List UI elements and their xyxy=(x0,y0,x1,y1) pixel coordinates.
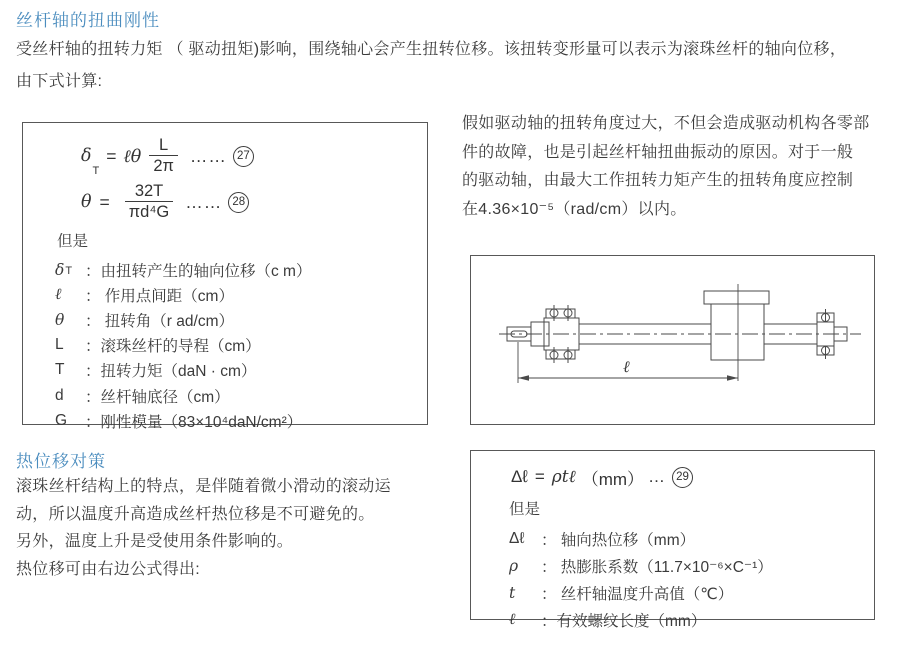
delta-symbol: δ xyxy=(81,146,92,166)
definition-desc: ：刚性模量（83×10⁴daN/cm²） xyxy=(85,413,303,431)
however-label: 但是 xyxy=(57,233,89,250)
definition-row xyxy=(509,606,874,633)
definition-term: T xyxy=(55,361,65,379)
definition-term: L xyxy=(55,336,64,354)
definition-desc: ：扭转力矩（daN · cm） xyxy=(85,363,257,381)
ball-screw-diagram-box xyxy=(470,255,875,425)
definition-row xyxy=(55,333,427,358)
definition-desc: ： 作用点间距（cm） xyxy=(85,287,234,305)
nut-block xyxy=(704,284,769,381)
section1-intro-line1: 受丝杆轴的扭转力矩 （ 驱动扭矩)影响，围绕轴心会产生扭转位移。该扭转变形量可以表示为滚珠丝杆的轴向位移， xyxy=(16,41,847,58)
definition-row xyxy=(55,307,427,332)
definition-desc: ：有效螺纹长度（mm） xyxy=(541,612,707,630)
circled-number-29: 29 xyxy=(672,467,693,488)
delta-l-symbol: Δℓ xyxy=(511,467,528,486)
definition-desc: ： 扭转角（r ad/cm） xyxy=(85,312,234,330)
circled-number-28: 28 xyxy=(228,192,249,213)
definition-desc: ：丝杆轴底径（cm） xyxy=(85,388,230,406)
definition-desc: ： 热膨胀系数（11.7×10⁻⁶×C⁻¹） xyxy=(541,558,773,576)
definition-term: ℓ xyxy=(509,610,516,628)
however-label: 但是 xyxy=(509,501,541,518)
fraction: $\frac{32T}{\text{πd⁴G}}$ xyxy=(125,182,174,223)
definition-term: Δℓ xyxy=(509,529,525,547)
definition-row xyxy=(509,525,874,552)
thermal-formula-box xyxy=(470,450,875,630)
formula-28: θ = $\frac{32T}{\text{πd⁴G}}$ …… 28 xyxy=(81,179,427,225)
definition-term: ρ xyxy=(509,556,519,575)
definition-row xyxy=(55,358,427,383)
definition-term: ℓ xyxy=(55,285,62,304)
definition-term: θ xyxy=(55,310,65,329)
ball-screw-diagram xyxy=(471,256,874,424)
definition-term: G xyxy=(55,411,68,429)
fraction: $\frac{L}{2\pi}$ xyxy=(149,136,178,177)
definition-desc: ： 丝杆轴温度升高值（℃） xyxy=(541,585,734,603)
formula-29: Δℓ = ρtℓ （mm） … 29 xyxy=(511,463,874,491)
torsion-angle-paragraph: 假如驱动轴的扭转角度过大，不但会造成驱动机构各零部 件的故障，也是引起丝杆轴扭曲振动的原因。对于一般 的驱动轴，由最大工作扭转力矩产生的扭转角度应控制 在4.36×10⁻⁵（rad/cm）以内。 xyxy=(462,115,870,218)
definition-row xyxy=(55,257,427,282)
definition-row xyxy=(55,383,427,408)
definition-row xyxy=(509,552,874,579)
definition-desc: ：由扭转产生的轴向位移（c m） xyxy=(85,262,312,280)
definition-row xyxy=(509,579,874,606)
section1-intro-line2: 由下式计算: xyxy=(16,73,103,90)
definition-row xyxy=(55,282,427,307)
definition-term: d xyxy=(55,386,64,404)
definition-desc: ： 轴向热位移（mm） xyxy=(541,531,696,549)
definition-term: t xyxy=(509,583,516,602)
definition-row xyxy=(55,408,427,433)
thermal-paragraph: 滚珠丝杆结构上的特点，是伴随着微小滑动的滚动运 动，所以温度升高造成丝杆热位移是不可避免的。 另外，温度上升是受使用条件影响的。 热位移可由右边公式得出: xyxy=(16,478,391,578)
torsion-formula-box xyxy=(22,122,428,431)
section1-heading: 丝杆轴的扭曲刚性 xyxy=(16,11,160,30)
definition-desc: ：滚珠丝杆的导程（cm） xyxy=(85,338,261,356)
definition-term: δ T xyxy=(55,260,73,279)
section2-heading: 热位移对策 xyxy=(16,452,106,471)
circled-number-27: 27 xyxy=(233,146,254,167)
theta-symbol: θ xyxy=(81,192,92,212)
formula-27: δ T = ℓθ $\frac{L}{2\pi}$ …… 27 xyxy=(81,133,427,179)
dimension-label: ℓ xyxy=(623,357,630,376)
